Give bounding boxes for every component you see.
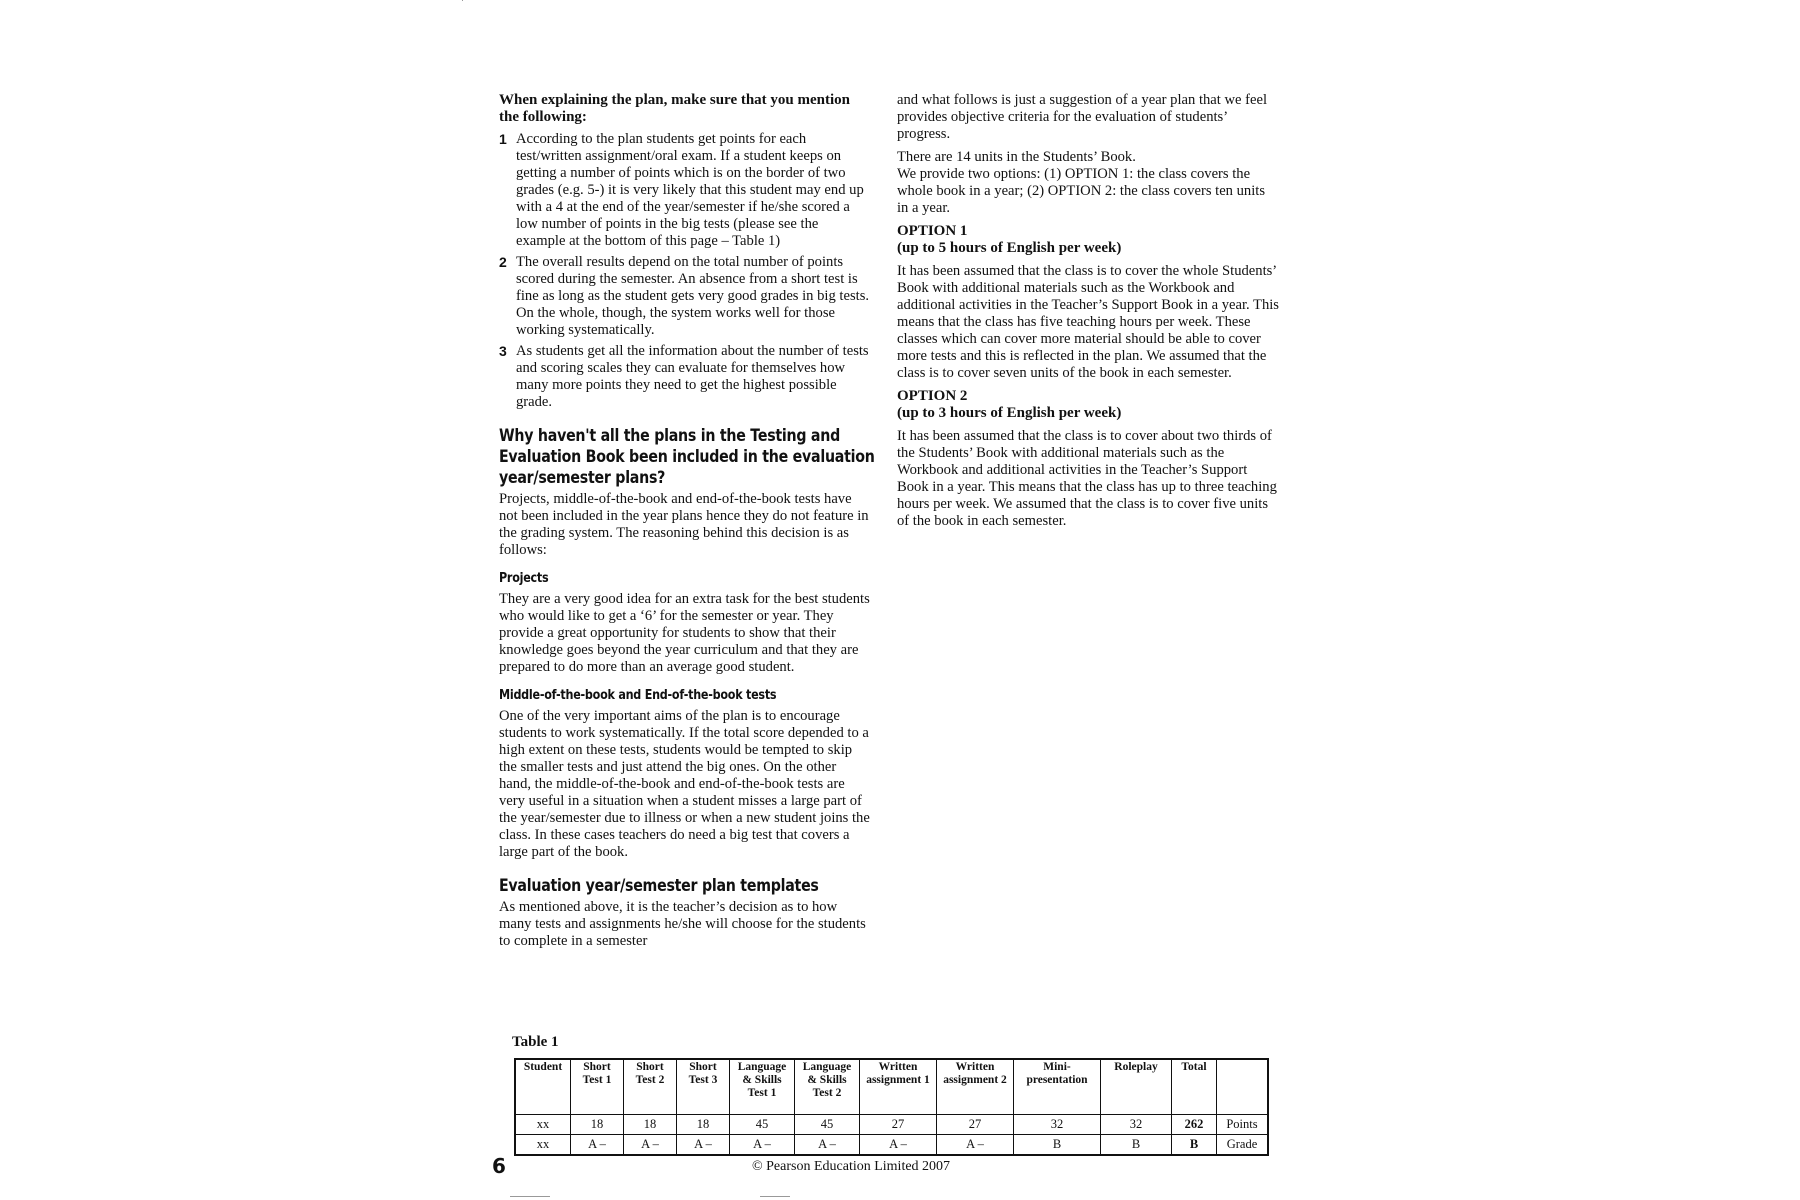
header-cell	[1217, 1059, 1269, 1115]
plan-point	[499, 343, 871, 411]
point-extra-text: On the whole, though, the system works well for those working systematically.	[516, 305, 835, 338]
header-cell: Short Test 3	[677, 1059, 730, 1115]
table-cell: Points	[1217, 1115, 1269, 1135]
table-cell: 27	[860, 1115, 937, 1135]
option2-title: OPTION 2	[897, 388, 968, 404]
table-cell: xx	[515, 1135, 571, 1156]
table-row	[515, 1115, 1268, 1135]
header-cell: Language & Skills Test 1	[730, 1059, 795, 1115]
point-number: 1	[499, 131, 507, 147]
table-cell: 18	[571, 1115, 624, 1135]
templates-heading: Evaluation year/semester plan templates	[499, 876, 819, 895]
table-header-row	[515, 1059, 1268, 1115]
why-heading: Why haven't all the plans in the Testing and Evaluation Book been included in the evaluation year/semester plans?	[499, 426, 875, 487]
header-cell: Mini-presentation	[1014, 1059, 1101, 1115]
table-cell: 18	[624, 1115, 677, 1135]
table-cell: B	[1101, 1135, 1172, 1156]
point-number: 3	[499, 343, 507, 359]
option2-subtitle: (up to 3 hours of English per week)	[897, 405, 1122, 421]
table-caption: Table 1	[512, 1034, 559, 1050]
header-cell: Written assignment 2	[937, 1059, 1014, 1115]
option1-text: It has been assumed that the class is to cover the whole Students’ Book with additional materials such as the Workbook and additional activities in the Teacher’s Support Book in a year. This means that the class has five teaching hours per week. These classes which can cover more material should be able to cover more tests and this is reflected in the plan. We assumed that the class is to cover seven units of the book in each semester.	[897, 263, 1279, 381]
table-cell: A –	[571, 1135, 624, 1156]
page-number: 6	[492, 1154, 506, 1178]
table-cell: 18	[677, 1115, 730, 1135]
table-cell: xx	[515, 1115, 571, 1135]
scan-mark	[510, 1196, 550, 1197]
right-column	[897, 92, 1279, 536]
scan-mark	[462, 0, 463, 1]
projects-text: They are a very good idea for an extra task for the best students who would like to get a ‘6’ for the semester or year. They provide a great opportunity for students to show that their knowledge goes beyond the year curriculum and that they are prepared to do more than an average good student.	[499, 591, 870, 675]
header-cell: Total	[1172, 1059, 1217, 1115]
table-cell: A –	[937, 1135, 1014, 1156]
option1-subtitle: (up to 5 hours of English per week)	[897, 240, 1122, 256]
projects-heading: Projects	[499, 571, 549, 586]
middle-tests-text: One of the very important aims of the plan is to encourage students to work systematically. If the total score depended to a high extent on these tests, students would be tempted to skip the smaller tests and just attend the big ones. On the other hand, the middle-of-the-book and end-of-the-book tests are very useful in a situation when a student misses a large part of the year/semester due to illness or when a new student joins the class. In these cases teachers do need a big test that covers a large part of the book.	[499, 708, 870, 860]
left-column	[499, 92, 875, 956]
table-row	[515, 1135, 1268, 1156]
evaluation-table	[514, 1058, 1269, 1156]
point-text: As students get all the information about the number of tests and scoring scales they can evaluate for themselves how many more points they need to get the highest possible grade.	[516, 343, 869, 410]
header-cell: Short Test 2	[624, 1059, 677, 1115]
plan-point	[499, 254, 871, 339]
continuation-text: and what follows is just a suggestion of a year plan that we feel provides objective criteria for the evaluation of students’ progress.	[897, 92, 1268, 142]
header-cell: Student	[515, 1059, 571, 1115]
table-cell-total: 262	[1172, 1115, 1217, 1135]
plan-points-list	[499, 131, 871, 411]
copyright-footer: © Pearson Education Limited 2007	[752, 1159, 951, 1174]
option2-text: It has been assumed that the class is to cover about two thirds of the Students’ Book with additional materials such as the Workbook and additional activities in the Teacher’s Support Book in a year. This means that the class has up to three teaching hours per week. We assumed that the class is to cover five units of the book in each semester.	[897, 428, 1277, 529]
table-cell: 32	[1014, 1115, 1101, 1135]
table-cell-total: B	[1172, 1135, 1217, 1156]
header-cell: Written assignment 1	[860, 1059, 937, 1115]
table-cell: A –	[730, 1135, 795, 1156]
header-cell: Short Test 1	[571, 1059, 624, 1115]
point-text: The overall results depend on the total number of points scored during the semester. An absence from a short test is fine as long as the student gets very good grades in big tests.	[516, 254, 870, 304]
templates-text: As mentioned above, it is the teacher’s decision as to how many tests and assignments he/she will choose for the students to complete in a semester	[499, 899, 866, 949]
plan-point	[499, 131, 871, 250]
header-cell: Roleplay	[1101, 1059, 1172, 1115]
table-cell: Grade	[1217, 1135, 1269, 1156]
point-number: 2	[499, 254, 507, 270]
table-cell: 27	[937, 1115, 1014, 1135]
table-cell: A –	[677, 1135, 730, 1156]
table-cell: B	[1014, 1135, 1101, 1156]
units-text: There are 14 units in the Students’ Book.	[897, 149, 1136, 165]
header-cell: Language & Skills Test 2	[795, 1059, 860, 1115]
table-cell: 45	[795, 1115, 860, 1135]
table-cell: 45	[730, 1115, 795, 1135]
why-text: Projects, middle-of-the-book and end-of-the-book tests have not been included in the year plans hence they do not feature in the grading system. The reasoning behind this decision is as follows:	[499, 491, 869, 558]
intro-heading: When explaining the plan, make sure that you mention the following:	[499, 92, 851, 125]
table-cell: A –	[624, 1135, 677, 1156]
table-cell: A –	[795, 1135, 860, 1156]
point-text: According to the plan students get points for each test/written assignment/oral exam. If a student keeps on getting a number of points which is on the border of two grades (e.g. 5-) it is very likely that this student may end up with a 4 at the end of the year/semester if he/she scored a low number of points in the big tests (please see the example at the bottom of this page – Table 1)	[516, 131, 864, 249]
table-cell: A –	[860, 1135, 937, 1156]
middle-tests-heading: Middle-of-the-book and End-of-the-book tests	[499, 688, 777, 703]
options-text: We provide two options: (1) OPTION 1: the class covers the whole book in a year; (2) OPTION 2: the class covers ten units in a year.	[897, 166, 1266, 216]
table-cell: 32	[1101, 1115, 1172, 1135]
option1-title: OPTION 1	[897, 223, 968, 239]
scan-mark	[760, 1196, 790, 1197]
